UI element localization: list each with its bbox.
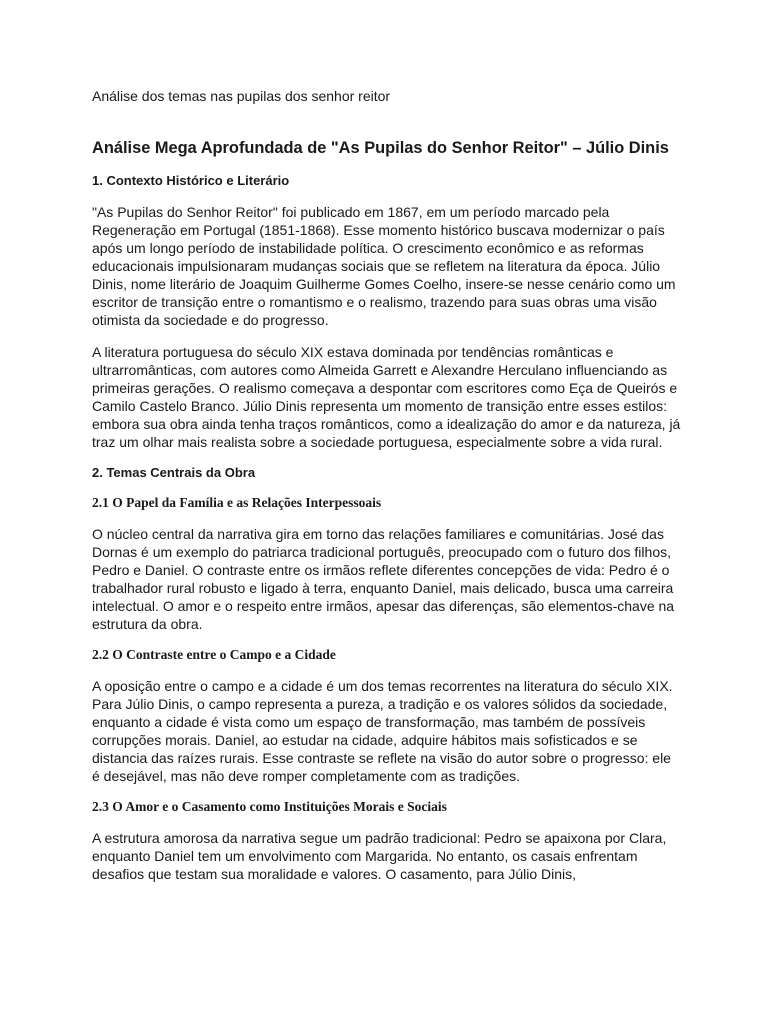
document-body [92, 137, 682, 897]
section-heading-1: 1. Contexto Histórico e Literário [92, 173, 290, 188]
paragraph: A literatura portuguesa do século XIX estava dominada por tendências românticas e ultrarromânticas, com autores como Almeida Garrett e Alexandre Herculano influenciando as primeiras gerações. O realismo começava a despontar com escritores como Eça de Queirós e Camilo Castelo Branco. Júlio Dinis representa um momento de transição entre esses estilos: embora sua obra ainda tenha traços românticos, como a idealização do amor e da natureza, já traz um olhar mais realista sobre a sociedade portuguesa, especialmente sobre a vida rural. [92, 344, 681, 450]
document-header: Análise dos temas nas pupilas dos senhor reitor [92, 88, 391, 104]
paragraph: A oposição entre o campo e a cidade é um dos temas recorrentes na literatura do século XIX. Para Júlio Dinis, o campo representa a pureza, a tradição e os valores sólidos da sociedade, enquanto a cidade é vista como um espaço de transformação, mas também de possíveis corrupções morais. Daniel, ao estudar na cidade, adquire hábitos mais sofisticados e se distancia das raízes rurais. Esse contraste se reflete na visão do autor sobre o progresso: ele é desejável, mas não deve romper completamente com as tradições. [92, 678, 673, 784]
subsection-heading-2-3: 2.3 O Amor e o Casamento como Instituições Morais e Sociais [92, 799, 447, 814]
subsection-heading-2-1: 2.1 O Papel da Família e as Relações Interpessoais [92, 495, 382, 510]
section-heading-2: 2. Temas Centrais da Obra [92, 465, 256, 480]
subsection-heading-2-2: 2.2 O Contraste entre o Campo e a Cidade [92, 647, 336, 662]
document-title: Análise Mega Aprofundada de "As Pupilas do Senhor Reitor" – Júlio Dinis [92, 139, 669, 157]
paragraph: O núcleo central da narrativa gira em torno das relações familiares e comunitárias. José das Dornas é um exemplo do patriarca tradicional português, preocupado com o futuro dos filhos, Pedro e Daniel. O contraste entre os irmãos reflete diferentes concepções de vida: Pedro é o trabalhador rural robusto e ligado à terra, enquanto Daniel, mais delicado, busca uma carreira intelectual. O amor e o respeito entre irmãos, apesar das diferenças, são elementos-chave na estrutura da obra. [92, 526, 675, 632]
paragraph: "As Pupilas do Senhor Reitor" foi publicado em 1867, em um período marcado pela Regeneração em Portugal (1851-1868). Esse momento histórico buscava modernizar o país após um longo período de instabilidade política. O crescimento econômico e as reformas educacionais impulsionaram mudanças sociais que se refletem na literatura da época. Júlio Dinis, nome literário de Joaquim Guilherme Gomes Coelho, insere-se nesse cenário como um escritor de transição entre o romantismo e o realismo, trazendo para suas obras uma visão otimista da sociedade e do progresso. [92, 204, 676, 328]
paragraph: A estrutura amorosa da narrativa segue um padrão tradicional: Pedro se apaixona por Clara, enquanto Daniel tem um envolvimento com Margarida. No entanto, os casais enfrentam desafios que testam sua moralidade e valores. O casamento, para Júlio Dinis, [92, 830, 667, 882]
